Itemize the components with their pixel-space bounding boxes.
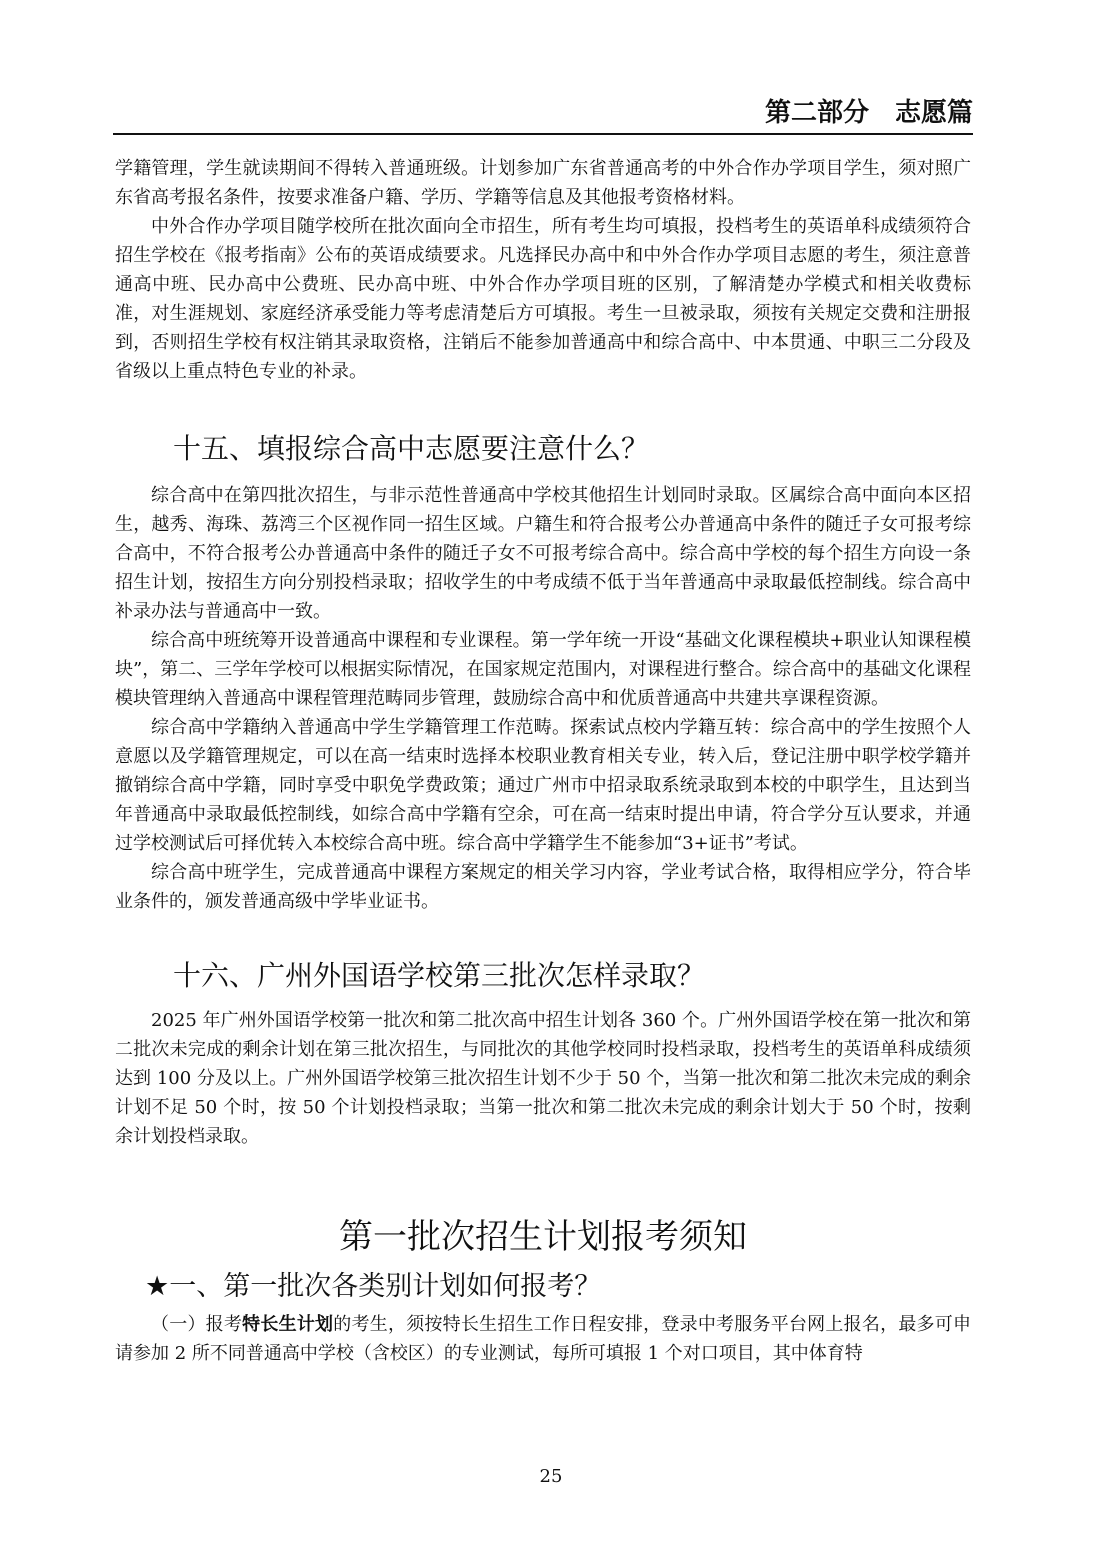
header-rule (113, 133, 973, 135)
section-16-heading: 十六、广州外国语学校第三批次怎样录取？ (173, 959, 706, 992)
section-15-paragraph-2: 综合高中班统筹开设普通高中课程和专业课程。第一学年统一开设“基础文化课程模块+职业认知课程模块”，第二、三学年学校可以根据实际情况，在国家规定范围内，对课程进行整合。综合高中的基础文化课程模块管理纳入普通高中课程管理范畴同步管理，鼓励综合高中和优质普通高中共建共享课程资源。 (115, 630, 971, 709)
section-15-paragraph-3: 综合高中学籍纳入普通高中学生学籍管理工作范畴。探索试点校内学籍互转：综合高中的学生按照个人意愿以及学籍管理规定，可以在高一结束时选择本校职业教育相关专业，转入后，登记注册中职学校学籍并撤销综合高中学籍，同时享受中职免学费政策；通过广州市中招录取系统录取到本校的中职学生，且达到当年普通高中录取最低控制线，如综合高中学籍有空余，可在高一结束时提出申请，符合学分互认要求，并通过学校测试后可择优转入本校综合高中班。综合高中学籍学生不能参加“3+证书”考试。 (115, 717, 971, 854)
section-15-paragraph-4: 综合高中班学生，完成普通高中课程方案规定的相关学习内容，学业考试合格，取得相应学分，符合毕业条件的，颁发普通高级中学毕业证书。 (115, 862, 971, 912)
section-16-paragraph-1: 2025 年广州外国语学校第一批次和第二批次高中招生计划各 360 个。广州外国语学校在第一批次和第二批次未完成的剩余计划在第三批次招生，与同批次的其他学校同时投档录取，投档考生的英语单科成绩须达到 100 分及以上。广州外国语学校第三批次招生计划不少于 50 个，当第一批次和第二批次未完成的剩余计划不足 50 个时，按 50 个计划投档录取；当第一批次和第二批次未完成的剩余计划大于 50 个时，按剩余计划投档录取。 (115, 1010, 971, 1147)
intro-paragraph-2: 中外合作办学项目随学校所在批次面向全市招生，所有考生均可填报，投档考生的英语单科成绩须符合招生学校在《报考指南》公布的英语成绩要求。凡选择民办高中和中外合作办学项目志愿的考生，须注意普通高中班、民办高中公费班、民办高中班、中外合作办学项目班的区别，了解清楚办学模式和相关收费标准，对生涯规划、家庭经济承受能力等考虑清楚后方可填报。考生一旦被录取，须按有关规定交费和注册报到，否则招生学校有权注销其录取资格，注销后不能参加普通高中和综合高中、中本贯通、中职三二分段及省级以上重点特色专业的补录。 (115, 216, 971, 382)
part-title: 第一批次招生计划报考须知 (339, 1217, 747, 1257)
section-15-paragraph-1: 综合高中在第四批次招生，与非示范性普通高中学校其他招生计划同时录取。区属综合高中面向本区招生，越秀、海珠、荔湾三个区视作同一招生区域。户籍生和符合报考公办普通高中条件的随迁子女可报考综合高中，不符合报考公办普通高中条件的随迁子女不可报考综合高中。综合高中学校的每个招生方向设一条招生计划，按招生方向分别投档录取；招收学生的中考成绩不低于当年普通高中录取最低控制线。综合高中补录办法与普通高中一致。 (115, 485, 971, 622)
page-number: 25 (539, 1466, 563, 1487)
question-1-prefix: （一）报考 (151, 1314, 243, 1335)
question-1-text: 的考生，须按特长生招生工作日程安排，登录中考服务平台网上报名，最多可申请参加 2 所不同普通高中学校（含校区）的专业测试，每所可填报 1 个对口项目，其中体育特 (115, 1314, 972, 1364)
intro-paragraph-1: 学籍管理，学生就读期间不得转入普通班级。计划参加广东省普通高考的中外合作办学项目学生，须对照广东省高考报名条件，按要求准备户籍、学历、学籍等信息及其他报考资格材料。 (115, 158, 971, 208)
question-1-heading: ★一、第一批次各类别计划如何报考？ (145, 1271, 602, 1302)
specialty-plan-term: 特长生计划 (242, 1314, 334, 1335)
section-15-heading: 十五、填报综合高中志愿要注意什么？ (173, 432, 650, 465)
page-content (115, 154, 971, 1368)
running-header: 第二部分 志愿篇 (764, 98, 973, 128)
question-1-paragraph (115, 1310, 971, 1368)
